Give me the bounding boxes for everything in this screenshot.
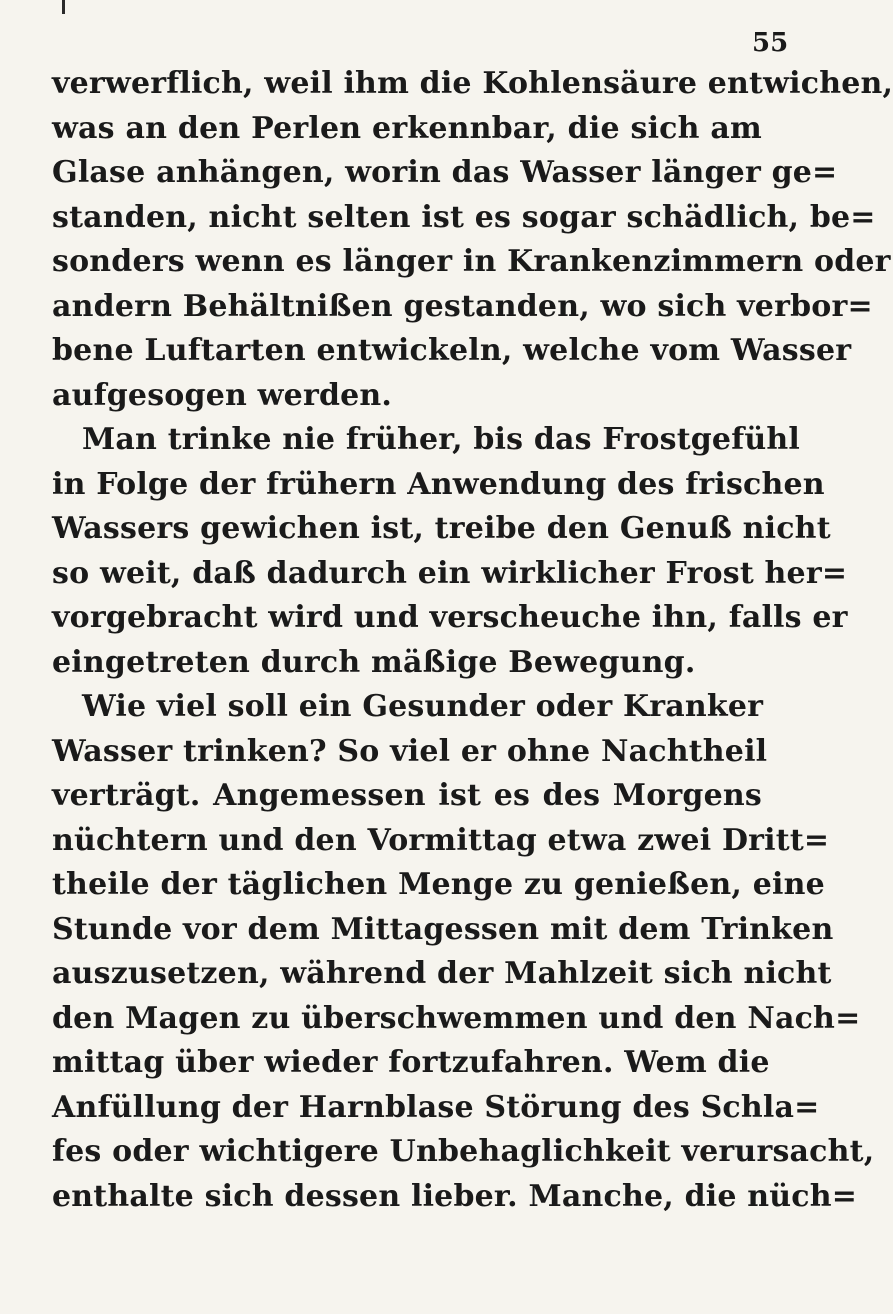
text-line: mittag über wieder fortzufahren. Wem die (52, 1045, 770, 1080)
text-line: fes oder wichtigere Unbehaglichkeit verursacht, (52, 1134, 875, 1169)
page-number: 55 (752, 28, 789, 58)
text-line: auszusetzen, während der Mahlzeit sich nicht (52, 956, 832, 991)
text-line: Glase anhängen, worin das Wasser länger ge= (52, 155, 838, 190)
text-line: standen, nicht selten ist es sogar schädlich, be= (52, 199, 876, 235)
text-line: in Folge der frühern Anwendung des frischen (52, 466, 825, 502)
text-line: Man trinke nie früher, bis das Frostgefühl (82, 422, 800, 457)
text-line: Stunde vor dem Mittagessen mit dem Trinken (52, 911, 834, 947)
body-text (52, 62, 893, 1219)
text-line: bene Luftarten entwickeln, welche vom Wasser (52, 333, 852, 368)
text-line: verträgt. Angemessen ist es des Morgens (52, 778, 762, 813)
text-line: was an den Perlen erkennbar, die sich am (52, 110, 762, 146)
text-line: vorgebracht wird und verscheuche ihn, falls er (52, 600, 848, 635)
text-line: so weit, daß dadurch ein wirklicher Frost her= (52, 555, 848, 591)
text-line: Anfüllung der Harnblase Störung des Schla= (52, 1089, 820, 1125)
text-line: eingetreten durch mäßige Bewegung. (52, 644, 696, 680)
text-line: verwerflich, weil ihm die Kohlensäure entwichen, (52, 66, 893, 101)
text-line: Wassers gewichen ist, treibe den Genuß nicht (52, 511, 831, 546)
text-line: enthalte sich dessen lieber. Manche, die nüch= (52, 1178, 858, 1214)
text-line: aufgesogen werden. (52, 377, 393, 413)
text-line: den Magen zu überschwemmen und den Nach= (52, 1000, 861, 1036)
text-line: theile der täglichen Menge zu genießen, eine (52, 867, 825, 902)
text-line: nüchtern und den Vormittag etwa zwei Dritt= (52, 822, 830, 858)
text-line: sonders wenn es länger in Krankenzimmern oder (52, 244, 891, 279)
text-line: Wie viel soll ein Gesunder oder Kranker (82, 689, 764, 724)
text-line: Wasser trinken? So viel er ohne Nachtheil (52, 733, 768, 769)
text-line: andern Behältnißen gestanden, wo sich verbor= (52, 288, 873, 324)
print-mark (62, 0, 65, 14)
